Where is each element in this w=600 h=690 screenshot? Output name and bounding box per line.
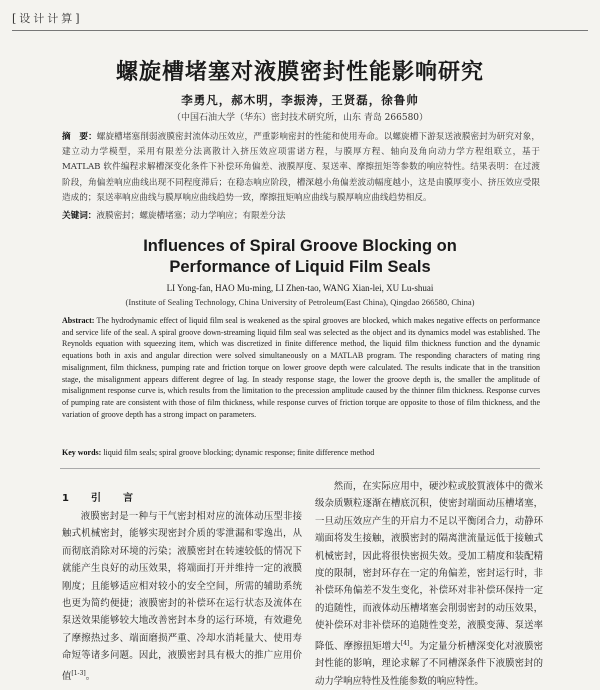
- en-affiliation: (Institute of Sealing Technology, China University of Petroleum(East China), Qingdao 266580, China): [125, 297, 475, 307]
- en-title: [0, 236, 600, 278]
- en-title-line1: Influences of Spiral Groove Blocking on: [143, 237, 457, 255]
- cn-keywords: [62, 209, 540, 224]
- en-keywords-text: liquid film seals; spiral groove blocking; dynamic response; finite difference method: [103, 448, 375, 457]
- right-paragraph-end: 。为定量分析槽深变化对液膜密封性能的影响，理论求解了不同槽深条件下液膜密封的动力学响应特性及性能参数的响应特性。: [315, 640, 543, 687]
- cn-keywords-text: 液膜密封；螺旋槽堵塞；动力学响应；有限差分法: [96, 211, 286, 221]
- en-abstract-text: The hydrodynamic effect of liquid film seal is weakened as the spiral grooves are blocked, which makes negative effects on performance and service life of the seal. A spiral groove down-streaming liquid film seal was selected as the object and its dynamics model was established. The Reynolds equation with squeezing item, which was discretized in finite difference method, the liquid film thickness function and the dynamic equations both in axis and angular direction were solved simultaneously on a MATLAB program. The responding characters of mating ring misalignment, film thickness, pumping rate and friction torque on lower groove depth were calculated. The results indicate that in the transition stage, the misalignment appears different degree of lag. In steady response stage, the lower the groove depth is, the smaller the amplitude of misalignment response curve is, which results from the limitation to the precession amplitude caused by the thinner film thickness. Response curves of pumping rate are consistent with those of film thickness, while response curves of friction torque are opposite to those of film thickness, and the variation of groove depth has a strong impact on parameters.: [62, 316, 540, 419]
- right-citation: [4]: [400, 639, 410, 647]
- body-column-right: [315, 478, 543, 690]
- cn-abstract-text: 螺旋槽堵塞削弱液膜密封流体动压效应，严重影响密封的性能和使用寿命。以螺旋槽下游泵送液膜密封为研究对象，建立动力学模型，采用有限差分法离散计入挤压效应项雷诺方程，与膜厚方程、轴向及角向动力学方程组联立，基于 MATLAB 软件编程求解槽深变化条件下补偿环角偏差、液膜厚度、泵送率、摩擦扭矩等参数的响应特性。结果表明：在过渡阶段，角偏差响应曲线出现不同程度滞后；在稳态响应阶段，槽深越小角偏差波动幅度越小，这是由膜厚变小、挤压效应受限造成的；泵送率响应曲线与膜厚响应曲线趋势一致，摩擦扭矩响应曲线与膜厚响应曲线趋势相反。: [62, 132, 540, 203]
- body-column-left: [62, 508, 302, 685]
- en-keywords-label: Key words:: [62, 448, 102, 457]
- en-title-line2: Performance of Liquid Film Seals: [169, 258, 431, 276]
- abstract-divider: [60, 468, 540, 469]
- left-paragraph: 液膜密封是一种与干气密封相对应的流体动压型非接触式机械密封，能够实现密封介质的零泄漏和零逸出，从而彻底消除对环境的污染；液膜密封在转速较低的情况下就能产生良好的动压效果，将端面打开并维持一定的液膜刚度；且能够适应相对较小的安全空间，所需的辅助系统也更为简约便捷；液膜密封的补偿环在运行状态及流体在泵送效果能够较大地改善密封本身的运行环境，有效避免了摩擦热过多、端面磨损严重、冷却水消耗量大、使用寿命短等诸多问题。因此，液膜密封具有极大的推广应用价值: [62, 511, 302, 682]
- en-authors: LI Yong-fan, HAO Mu-ming, LI Zhen-tao, WANG Xian-lei, XU Lu-shuai: [166, 283, 434, 293]
- en-keywords: [62, 447, 540, 459]
- en-abstract: [62, 315, 540, 420]
- right-paragraph: 然而，在实际应用中，硬沙粒或胶質液体中的微米级杂质颗粒逐渐在槽底沉积，使密封端面动压槽堵塞，一旦动压效应产生的开启力不足以平衡闭合力，动静环端面将发生接触，液膜密封的隔离泄流量远低于接触式机械密封，因此将很快密损失效。受加工精度和装配精度的限制，密封环存在一定的角偏差，密封运行时，非补偿环角偏差不发生变化，补偿环对非补偿环保持一定的追随性，而液体动压槽堵塞会削弱密封的动压效果，使补偿环对非补偿环的追随性变差，液膜变薄、泵送率降低、摩擦扭矩增大: [315, 481, 543, 652]
- cn-title: 螺旋槽堵塞对液膜密封性能影响研究: [115, 59, 484, 85]
- cn-authors: 李勇凡，郝木明，李振涛，王贤磊，徐鲁帅: [181, 93, 419, 107]
- left-paragraph-end: 。: [85, 670, 96, 682]
- cn-abstract: [62, 130, 540, 206]
- section-heading-intro: 1 引 言: [62, 493, 139, 504]
- left-citation: [1-3]: [71, 669, 86, 677]
- cn-keywords-label: 关键词：: [62, 211, 97, 221]
- header-rule: [12, 30, 588, 31]
- cn-abstract-label: 摘 要：: [62, 132, 97, 142]
- section-tag: [设计计算]: [12, 12, 83, 25]
- cn-affiliation: （中国石油大学（华东）密封技术研究所，山东 青岛 266580）: [171, 113, 429, 123]
- en-abstract-label: Abstract:: [62, 316, 95, 325]
